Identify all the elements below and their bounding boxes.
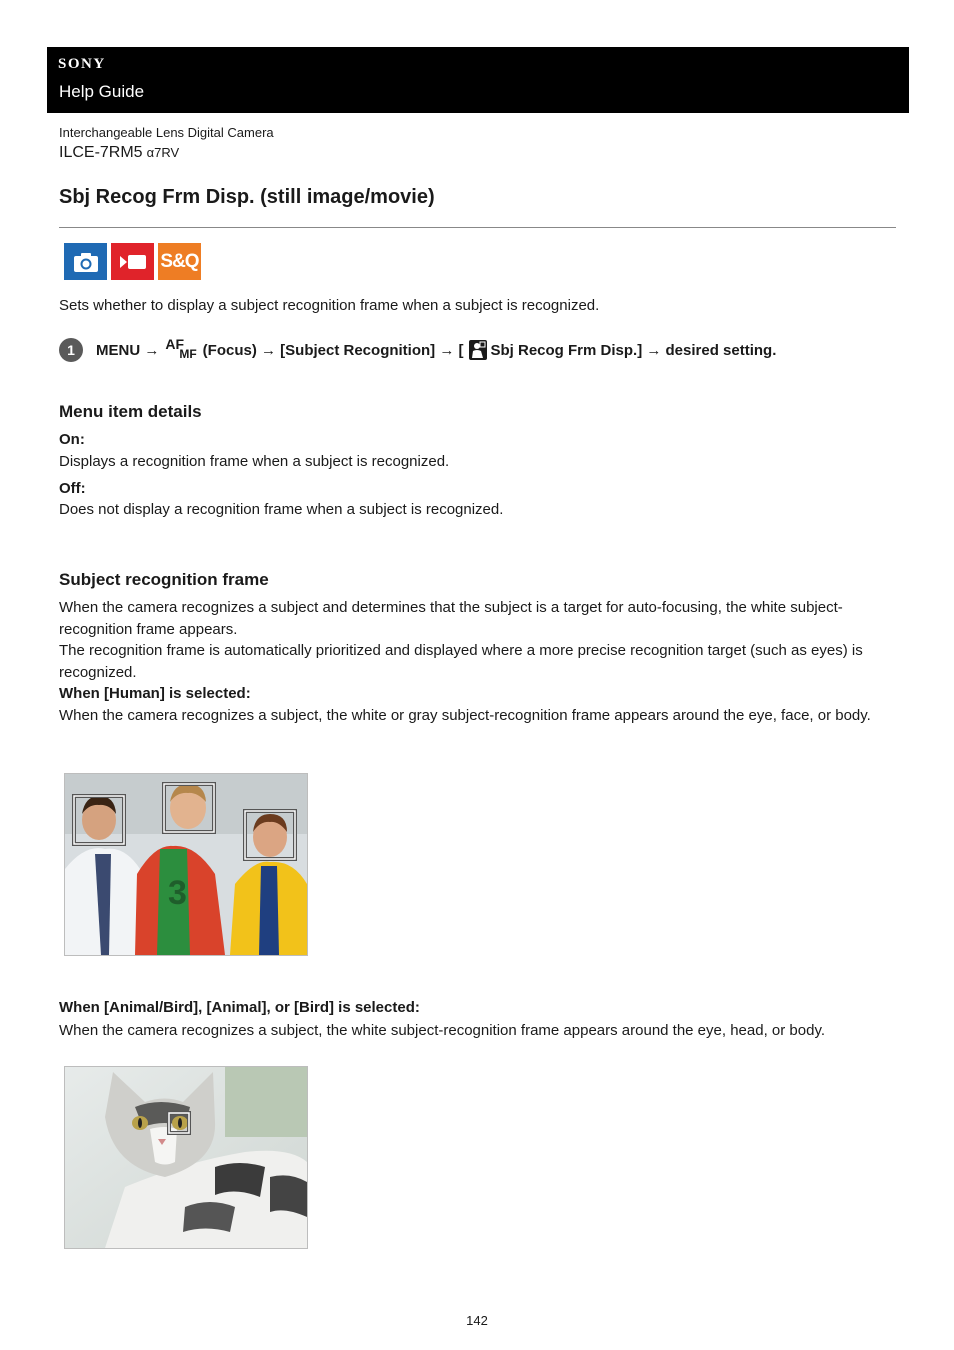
title-divider [59,227,896,228]
help-guide-label[interactable]: Help Guide [59,82,145,101]
model-code: ILCE-7RM5 [59,144,143,161]
movie-mode-icon [111,243,154,280]
animal-selected-term: When [Animal/Bird], [Animal], or [Bird] is selected: [59,999,420,1016]
sony-logo[interactable]: SONY [58,56,106,72]
focus-icon-af: AF [165,335,185,352]
on-term: On: [59,431,85,448]
on-description: Displays a recognition frame when a subject is recognized. [59,453,450,470]
svg-text:3: 3 [168,874,187,912]
menu-details-heading: Menu item details [59,402,202,421]
step-text-part2: (Focus) → [Subject Recognition] → [ [202,341,464,359]
cat-recognition-photo [64,1066,308,1249]
focus-menu-icon [165,337,196,360]
product-line: Interchangeable Lens Digital Camera [59,125,274,140]
human-selected-text: When the camera recognizes a subject, the white or gray subject-recognition frame appears around the eye, face, or body. [59,707,871,724]
shooting-mode-icons [64,243,201,280]
recognition-frame-heading: Subject recognition frame [59,570,269,589]
subject-recognition-icon [468,339,488,361]
still-image-mode-icon [64,243,107,280]
sq-mode-icon: S&Q [158,243,201,280]
children-recognition-photo [64,773,308,956]
off-description: Does not display a recognition frame when a subject is recognized. [59,501,504,518]
model-name [59,144,179,162]
human-selected-term: When [Human] is selected: [59,685,251,702]
recognition-frame-para1: When the camera recognizes a subject and determines that the subject is a target for auto-focusing, the white subject-recognition frame appears. [59,599,843,638]
focus-icon-mf: MF [179,346,197,361]
animal-selected-text: When the camera recognizes a subject, the white subject-recognition frame appears around the eye, head, or body. [59,1022,825,1039]
page-number: 142 [466,1313,488,1328]
site-header [47,47,909,113]
recognition-frame-para2: The recognition frame is automatically prioritized and displayed where a more precise recognition target (such as eyes) is recognized. [59,642,863,681]
step-number-badge: 1 [59,338,83,362]
page-description: Sets whether to display a subject recognition frame when a subject is recognized. [59,297,600,314]
procedure-step [59,337,776,363]
model-alias: α7RV [146,145,180,160]
off-term: Off: [59,480,86,497]
page-title: Sbj Recog Frm Disp. (still image/movie) [59,186,435,208]
step-text-part3: Sbj Recog Frm Disp.] → desired setting. [490,341,777,359]
step-text-part1: MENU → [96,341,160,359]
